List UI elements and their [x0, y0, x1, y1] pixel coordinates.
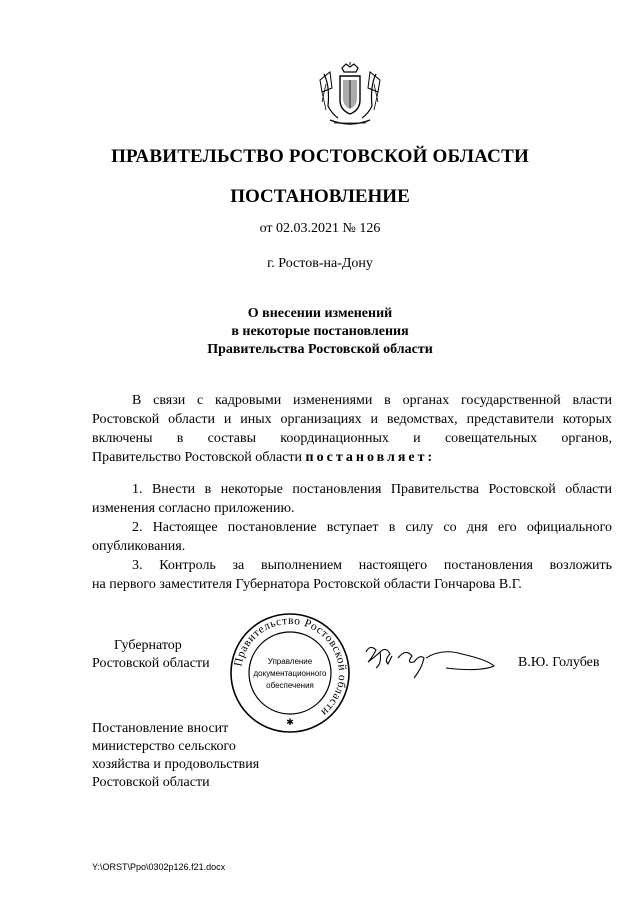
seal-inner-text: обеспечения	[266, 681, 314, 690]
decree-item	[92, 556, 612, 594]
submitter-line: министерство сельского	[92, 739, 236, 754]
decree-item-line: опубликования.	[92, 539, 186, 554]
preamble-line-prefix: Правительство Ростовской области	[92, 450, 306, 465]
submitter-block	[92, 720, 259, 792]
decree-item-line: 2. Настоящее постановление вступает в силу со дня его официального	[132, 520, 612, 535]
decree-items	[92, 480, 612, 594]
seal-inner-text: документационного	[253, 669, 327, 678]
file-path-footer: Y:\ORST\Ppo\0302p126.f21.docx	[92, 862, 226, 872]
preamble-line	[92, 448, 612, 467]
decree-item	[92, 518, 612, 556]
preamble-line: Ростовской области и иных организациях и ведомствах, представители которых	[92, 412, 612, 427]
document-date-number: от 02.03.2021 № 126	[259, 221, 381, 236]
issue-city: г. Ростов-на-Дону	[267, 256, 373, 271]
official-seal-stamp	[228, 612, 352, 734]
governor-title-line: Ростовской области	[92, 656, 210, 671]
decree-item	[92, 480, 612, 518]
coat-of-arms-icon	[316, 62, 384, 128]
seal-star-icon: ✱	[286, 717, 294, 727]
subject-line: в некоторые постановления	[231, 324, 409, 339]
preamble-line: В связи с кадровыми изменениями в органах государственной власти	[132, 393, 612, 408]
governor-title-line: Губернатор	[114, 638, 182, 653]
seal-inner-text: Управление	[267, 657, 313, 666]
decree-item-line: 1. Внести в некоторые постановления Правительства Ростовской области	[132, 482, 612, 497]
submitter-line: Ростовской области	[92, 775, 210, 790]
decree-word: постановляет:	[305, 450, 436, 465]
governor-name: В.Ю. Голубев	[518, 655, 600, 670]
preamble-paragraph	[92, 391, 612, 467]
subject-line: Правительства Ростовской области	[207, 342, 433, 357]
preamble-line: включены в составы координационных и совещательных органов,	[92, 431, 612, 446]
decree-item-line: 3. Контроль за выполнением настоящего постановления возложить	[132, 558, 612, 573]
handwritten-signature	[362, 638, 500, 682]
seal-ring-text: Правительство Ростовской области	[232, 614, 349, 719]
organization-title: ПРАВИТЕЛЬСТВО РОСТОВСКОЙ ОБЛАСТИ	[111, 146, 529, 167]
decree-item-line: на первого заместителя Губернатора Ростовской области Гончарова В.Г.	[92, 577, 522, 592]
submitter-line: Постановление вносит	[92, 721, 229, 736]
subject-line: О внесении изменений	[247, 306, 393, 321]
decree-item-line: изменения согласно приложению.	[92, 501, 295, 516]
governor-title	[92, 637, 210, 673]
document-type-heading: ПОСТАНОВЛЕНИЕ	[230, 186, 410, 207]
document-subject	[0, 305, 640, 359]
submitter-line: хозяйства и продовольствия	[92, 757, 260, 772]
